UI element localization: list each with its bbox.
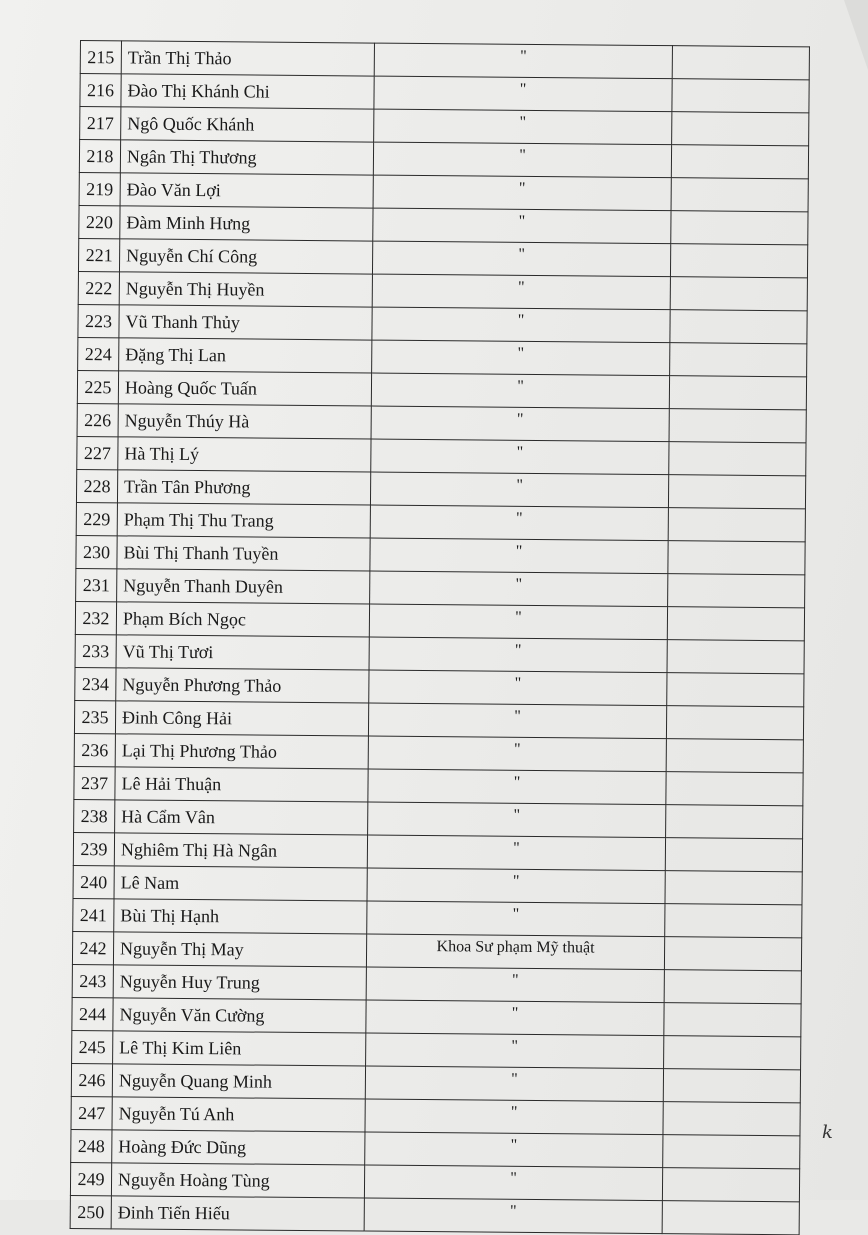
- row-number: 248: [71, 1129, 112, 1162]
- row-number: 244: [72, 997, 113, 1030]
- person-name: Đào Văn Lợi: [120, 173, 373, 208]
- note-cell: [669, 376, 806, 410]
- person-name: Lê Thị Kim Liên: [113, 1031, 366, 1066]
- unit-cell: ": [365, 1132, 663, 1168]
- person-name: Nguyễn Thị Huyền: [119, 272, 372, 307]
- row-number: 230: [76, 535, 117, 568]
- unit-cell: ": [372, 307, 670, 343]
- row-number: 216: [80, 74, 121, 107]
- unit-cell: ": [374, 43, 672, 79]
- person-name: Nguyễn Thanh Duyên: [117, 569, 370, 604]
- row-number: 231: [76, 568, 117, 601]
- person-name: Vũ Thanh Thủy: [119, 305, 372, 340]
- person-name: Hoàng Quốc Tuấn: [118, 371, 371, 406]
- row-number: 227: [77, 436, 118, 469]
- row-number: 234: [75, 667, 116, 700]
- unit-cell: ": [370, 538, 668, 574]
- row-number: 219: [79, 172, 120, 205]
- row-number: 240: [73, 865, 114, 898]
- person-name: Nguyễn Thúy Hà: [118, 404, 371, 439]
- row-number: 243: [72, 964, 113, 997]
- unit-cell: ": [369, 670, 667, 706]
- unit-cell: ": [366, 1000, 664, 1036]
- note-cell: [663, 1069, 800, 1103]
- row-number: 246: [71, 1063, 112, 1096]
- row-number: 228: [76, 469, 117, 502]
- unit-cell: ": [370, 472, 668, 508]
- unit-cell: ": [364, 1165, 662, 1201]
- unit-cell: ": [372, 340, 670, 376]
- unit-cell: ": [371, 373, 669, 409]
- person-name: Lại Thị Phương Thảo: [115, 734, 368, 769]
- unit-cell: ": [366, 1033, 664, 1069]
- note-cell: [668, 574, 805, 608]
- person-name: Trần Thị Thảo: [121, 41, 374, 76]
- unit-cell: ": [365, 1099, 663, 1135]
- note-cell: [666, 739, 803, 773]
- note-cell: [668, 541, 805, 575]
- unit-cell: ": [369, 637, 667, 673]
- person-name: Trần Tân Phương: [117, 470, 370, 505]
- unit-cell: ": [367, 901, 665, 937]
- note-cell: [664, 937, 801, 971]
- unit-cell: ": [368, 703, 666, 739]
- note-cell: [665, 904, 802, 938]
- note-cell: [666, 772, 803, 806]
- note-cell: [671, 145, 808, 179]
- person-name: Nguyễn Văn Cường: [113, 998, 366, 1033]
- row-number: 229: [76, 502, 117, 535]
- note-cell: [670, 277, 807, 311]
- initials-mark: k: [822, 1122, 833, 1143]
- row-number: 247: [71, 1096, 112, 1129]
- unit-cell: Khoa Sư phạm Mỹ thuật: [366, 934, 664, 970]
- person-name: Bùi Thị Hạnh: [114, 899, 367, 934]
- note-cell: [671, 178, 808, 212]
- unit-cell: ": [368, 802, 666, 838]
- row-number: 225: [77, 370, 118, 403]
- note-cell: [667, 673, 804, 707]
- note-cell: [667, 607, 804, 641]
- row-number: 235: [74, 700, 115, 733]
- row-number: 223: [78, 304, 119, 337]
- person-name: Đào Thị Khánh Chi: [121, 74, 374, 109]
- note-cell: [662, 1168, 799, 1202]
- note-cell: [665, 838, 802, 872]
- person-name: Lê Hải Thuận: [115, 767, 368, 802]
- row-number: 242: [72, 931, 113, 964]
- unit-cell: ": [370, 505, 668, 541]
- note-cell: [663, 1135, 800, 1169]
- row-number: 249: [70, 1162, 111, 1195]
- note-cell: [668, 475, 805, 509]
- roster-table-body: [70, 41, 809, 1235]
- unit-cell: ": [373, 175, 671, 211]
- note-cell: [672, 112, 809, 146]
- row-number: 224: [78, 337, 119, 370]
- person-name: Hoàng Đức Dũng: [112, 1130, 365, 1165]
- row-number: 236: [74, 733, 115, 766]
- unit-cell: ": [365, 1066, 663, 1102]
- row-number: 232: [75, 601, 116, 634]
- person-name: Nguyễn Chí Công: [119, 239, 372, 274]
- note-cell: [665, 871, 802, 905]
- note-cell: [669, 409, 806, 443]
- person-name: Đinh Công Hải: [115, 701, 368, 736]
- note-cell: [662, 1201, 799, 1235]
- note-cell: [664, 970, 801, 1004]
- note-cell: [664, 1036, 801, 1070]
- person-name: Ngô Quốc Khánh: [121, 107, 374, 142]
- unit-cell: ": [374, 109, 672, 145]
- unit-cell: ": [373, 208, 671, 244]
- person-name: Bùi Thị Thanh Tuyền: [117, 536, 370, 571]
- unit-cell: ": [371, 406, 669, 442]
- row-number: 220: [79, 205, 120, 238]
- row-number: 233: [75, 634, 116, 667]
- person-name: Phạm Thị Thu Trang: [117, 503, 370, 538]
- unit-cell: ": [370, 571, 668, 607]
- row-number: 218: [79, 140, 120, 173]
- person-name: Đinh Tiến Hiếu: [111, 1196, 364, 1231]
- person-name: Đặng Thị Lan: [119, 338, 372, 373]
- person-name: Đàm Minh Hưng: [120, 206, 373, 241]
- person-name: Nguyễn Phương Thảo: [116, 668, 369, 703]
- note-cell: [672, 79, 809, 113]
- note-cell: [670, 310, 807, 344]
- person-name: Nguyễn Tú Anh: [112, 1097, 365, 1132]
- unit-cell: ": [367, 868, 665, 904]
- unit-cell: ": [368, 769, 666, 805]
- row-number: 238: [74, 799, 115, 832]
- note-cell: [666, 706, 803, 740]
- note-cell: [668, 508, 805, 542]
- unit-cell: ": [373, 142, 671, 178]
- unit-cell: ": [366, 967, 664, 1003]
- note-cell: [663, 1102, 800, 1136]
- person-name: Nguyễn Quang Minh: [112, 1064, 365, 1099]
- person-name: Nguyễn Thị May: [113, 932, 366, 967]
- note-cell: [672, 46, 809, 80]
- unit-cell: ": [372, 274, 670, 310]
- person-name: Lê Nam: [114, 866, 367, 901]
- person-name: Nguyễn Hoàng Tùng: [111, 1163, 364, 1198]
- row-number: 222: [78, 271, 119, 304]
- roster-table: [70, 40, 810, 1235]
- person-name: Vũ Thị Tươi: [116, 635, 369, 670]
- note-cell: [667, 640, 804, 674]
- person-name: Nghiêm Thị Hà Ngân: [114, 833, 367, 868]
- note-cell: [666, 805, 803, 839]
- table-row: [70, 1195, 799, 1234]
- unit-cell: ": [364, 1198, 662, 1234]
- unit-cell: ": [374, 76, 672, 112]
- row-number: 239: [73, 832, 114, 865]
- note-cell: [669, 442, 806, 476]
- row-number: 226: [77, 403, 118, 436]
- row-number: 237: [74, 766, 115, 799]
- unit-cell: ": [367, 835, 665, 871]
- unit-cell: ": [371, 439, 669, 475]
- note-cell: [670, 244, 807, 278]
- person-name: Ngân Thị Thương: [120, 140, 373, 175]
- note-cell: [671, 211, 808, 245]
- row-number: 215: [80, 41, 121, 74]
- page-corner-shadow: [844, 0, 868, 70]
- person-name: Hà Cẩm Vân: [115, 800, 368, 835]
- row-number: 241: [73, 898, 114, 931]
- note-cell: [670, 343, 807, 377]
- row-number: 245: [72, 1030, 113, 1063]
- unit-cell: ": [372, 241, 670, 277]
- note-cell: [664, 1003, 801, 1037]
- person-name: Nguyễn Huy Trung: [113, 965, 366, 1000]
- row-number: 217: [80, 107, 121, 140]
- unit-cell: ": [368, 736, 666, 772]
- row-number: 250: [70, 1195, 111, 1228]
- row-number: 221: [78, 238, 119, 271]
- unit-cell: ": [369, 604, 667, 640]
- person-name: Hà Thị Lý: [118, 437, 371, 472]
- person-name: Phạm Bích Ngọc: [116, 602, 369, 637]
